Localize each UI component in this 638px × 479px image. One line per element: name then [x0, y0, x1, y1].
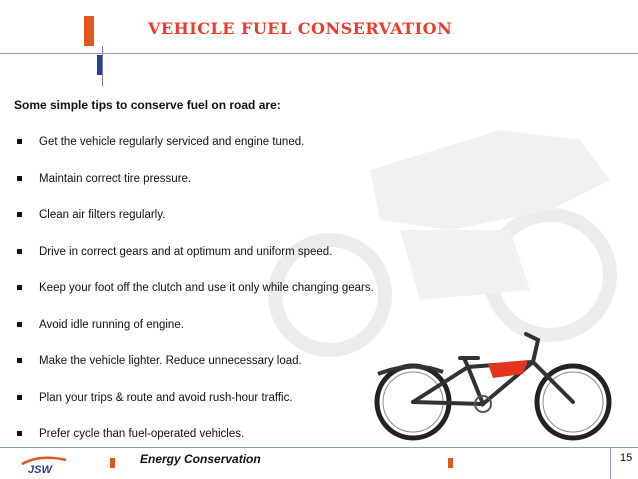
slide-title: VEHICLE FUEL CONSERVATION	[148, 19, 453, 38]
tip-text: Get the vehicle regularly serviced and engine tuned.	[39, 136, 305, 148]
tip-text: Prefer cycle than fuel-operated vehicles.	[39, 428, 245, 440]
bullet-icon	[17, 395, 22, 400]
tip-text: Keep your foot off the clutch and use it only while changing gears.	[39, 282, 374, 294]
footer-divider	[0, 447, 638, 448]
jsw-logo	[20, 452, 68, 476]
bullet-icon	[17, 285, 22, 290]
bullet-icon	[17, 431, 22, 436]
bullet-icon	[17, 176, 22, 181]
bullet-icon	[17, 212, 22, 217]
tip-text: Maintain correct tire pressure.	[39, 172, 192, 185]
tip-text: Plan your trips & route and avoid rush-hour traffic.	[39, 391, 293, 404]
tip-text: Drive in correct gears and at optimum and uniform speed.	[39, 245, 333, 258]
page-number: 15	[620, 452, 633, 464]
header-divider	[0, 53, 638, 54]
header-vertical-divider	[102, 46, 103, 86]
tip-text: Make the vehicle lighter. Reduce unnecessary load.	[39, 355, 302, 367]
tip-text: Avoid idle running of engine.	[39, 318, 184, 331]
bullet-icon	[17, 139, 22, 144]
bullet-icon	[17, 322, 22, 327]
footer-vertical-divider	[610, 448, 611, 479]
bicycle-image	[358, 322, 638, 442]
footer-red-accent	[448, 458, 453, 468]
footer-text: Energy Conservation	[140, 452, 261, 466]
svg-text:JSW: JSW	[28, 464, 52, 476]
intro-text: Some simple tips to conserve fuel on road are:	[14, 98, 281, 112]
tip-text: Clean air filters regularly.	[39, 209, 166, 221]
bullet-icon	[17, 249, 22, 254]
header-red-accent	[84, 16, 94, 46]
bullet-icon	[17, 358, 22, 363]
footer-red-accent	[110, 458, 115, 468]
